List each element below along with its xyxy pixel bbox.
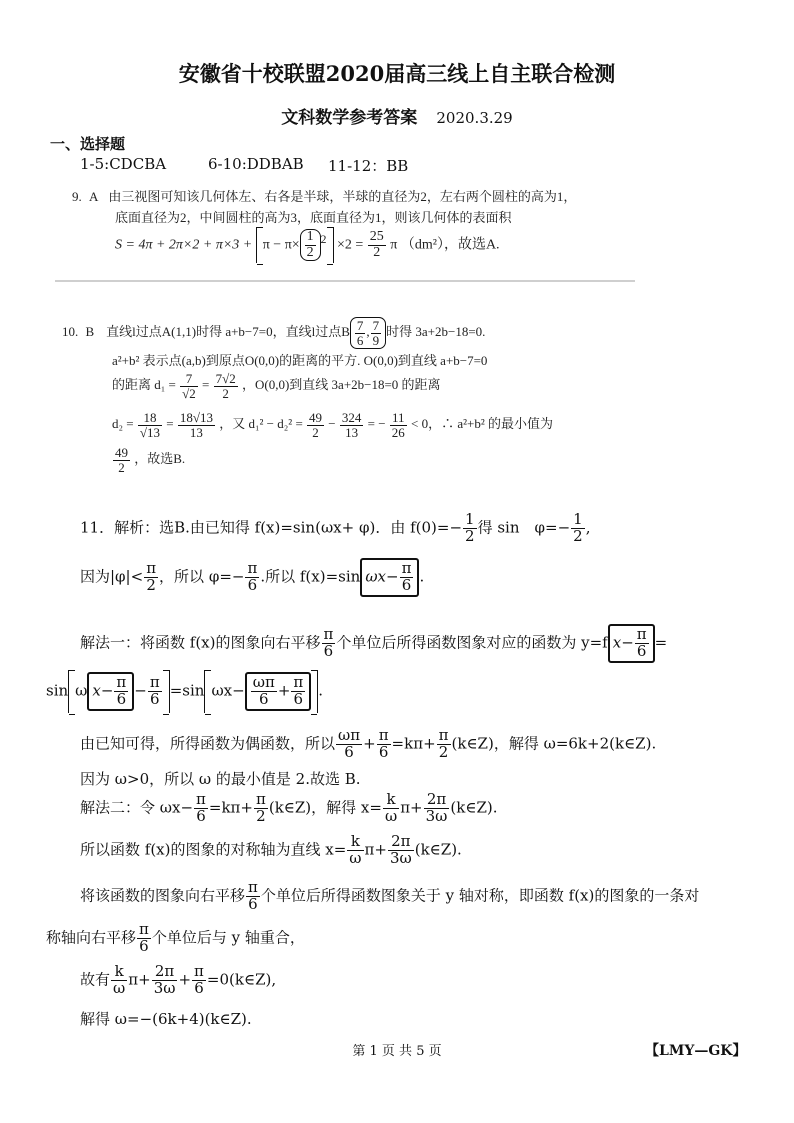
method2-line4: 称轴向右平移 $\frac{\pi}{6}$ 个单位后与 y 轴重合， — [46, 920, 305, 955]
page-number: 第 1 页 共 5 页 — [352, 1044, 442, 1059]
q10-line2: a²+b² 表示点(a,b)到原点O(0,0)的距离的平方. O(0,0)到直线 a+b−7=0 — [112, 353, 488, 368]
q9-line2: 底面直径为2，中间圆柱的高为3，底面直径为1，则该几何体的表面积 — [115, 210, 512, 225]
q11-line1: 11．解析：选B.由已知得 f(x)=sin(ωx+ φ)．由 f(0)=− $\frac{1}{2}$ 得 sin φ=− $\frac{1}{2}$ , — [80, 510, 591, 545]
answer-11-12: 11-12：BB — [328, 157, 409, 175]
divider — [55, 280, 635, 282]
method1-line2: sin ω x− $\frac{\pi}{6}$ − $\frac{\pi}{6}$ =sin ωx− $\frac{\omega\pi}{6}$ + $\frac{\pi}{6}$ . — [46, 670, 323, 713]
q9-line1: 9. A 由三视图可知该几何体左、右各是半球，半球的直径为2，左右两个圆柱的高为1， — [72, 189, 577, 204]
subtitle-line — [0, 103, 794, 128]
q10-line3: 的距离 d₁ = $\frac{7}{√2}$ = $\frac{7√2}{2}$ ，O(0,0)到直线 3a+2b−18=0 的距离 — [112, 371, 441, 401]
exam-date: 2020.3.29 — [436, 109, 513, 127]
method2-line6: 解得 ω=−(6k+4)(k∈Z). — [80, 1010, 252, 1028]
q10-line5: $\frac{49}{2}$ ，故选B. — [115, 445, 186, 475]
method2-line1: 解法二：令 ωx− $\frac{\pi}{6}$ =kπ+ $\frac{\pi}{2}$ (k∈Z)，解得 x= $\frac{k}{\omega}$ π+ $\frac{2\pi}{3\omega}$ (k∈Z). — [80, 790, 498, 825]
q11-line2: 因为|φ|< $\frac{\pi}{2}$ ，所以 φ=− $\frac{\pi}{6}$ .所以 f(x)=sin ωx− $\frac{\pi}{6}$ . — [80, 558, 424, 597]
section-heading: 一、选择题 — [50, 135, 126, 153]
q9-equation: S = 4π + 2π×2 + π×3 + π − π× $\frac{1}{2}$ $^2$ ×2 = $\frac{25}{2}$ π （dm²），故选A. — [115, 227, 500, 263]
page-title: 安徽省十校联盟2020届高三线上自主联合检测 — [178, 61, 616, 86]
method2-line2: 所以函数 f(x)的图象的对称轴为直线 x= $\frac{k}{\omega}$ π+ $\frac{2\pi}{3\omega}$ (k∈Z). — [80, 832, 462, 867]
method1-line1: 解法一：将函数 f(x)的图象向右平移 $\frac{\pi}{6}$ 个单位后所得函数图象对应的函数为 y=f x− $\frac{\pi}{6}$ = — [80, 624, 667, 663]
method1-line4: 因为 ω>0，所以 ω 的最小值是 2.故选 B. — [80, 770, 361, 788]
doc-code: 【LMY—GK】 — [645, 1043, 747, 1059]
q10-line4: d₂ = $\frac{18}{√13}$ = $\frac{18√13}{13}$ ，又 d₁² − d₂² = $\frac{49}{2}$ − $\frac{324}{13}$ = − $\frac{11}{26}$ < 0，∴ a²+b² 的最小值为 — [112, 410, 554, 440]
method2-line3: 将该函数的图象向右平移 $\frac{\pi}{6}$ 个单位后所得函数图象关于 y 轴对称，即函数 f(x)的图象的一条对 — [80, 878, 700, 913]
q10-line1: 10. B 直线l过点A(1,1)时得 a+b−7=0，直线l过点B $\frac{7}{6}$ , $\frac{7}{9}$ 时得 3a+2b−18=0. — [62, 318, 486, 348]
answer-6-10: 6-10:DDBAB — [208, 155, 304, 173]
method1-line3: 由已知可得，所得函数为偶函数，所以 $\frac{\omega\pi}{6}$ + $\frac{\pi}{6}$ =kπ+ $\frac{\pi}{2}$ (k∈Z)，解得 ω=6k+2(k∈Z). — [80, 726, 657, 761]
method2-line5: 故有 $\frac{k}{\omega}$ π+ $\frac{2\pi}{3\omega}$ + $\frac{\pi}{6}$ =0(k∈Z), — [80, 962, 277, 997]
answer-1-5: 1-5:CDCBA — [80, 155, 167, 173]
subtitle: 文科数学参考答案 — [281, 108, 418, 128]
